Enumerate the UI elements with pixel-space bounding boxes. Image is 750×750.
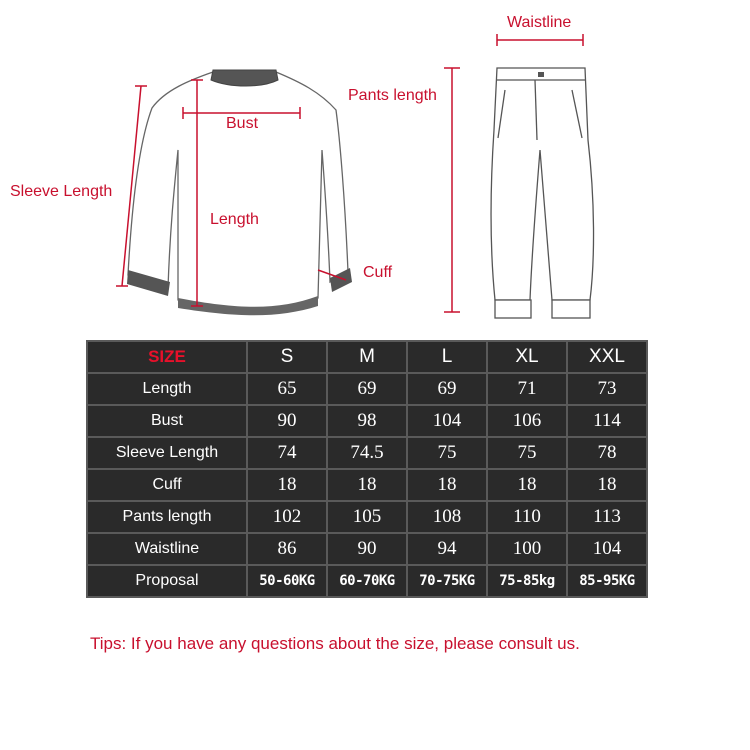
row-label: Bust [87, 405, 247, 437]
table-cell: 105 [327, 501, 407, 533]
table-row [87, 501, 647, 533]
table-cell: 113 [567, 501, 647, 533]
pants-left-cuff [495, 300, 531, 318]
size-column-header: SIZE [87, 341, 247, 373]
table-cell: 86 [247, 533, 327, 565]
pants-button [538, 72, 544, 77]
table-cell: 60-70KG [327, 565, 407, 597]
table-cell: 18 [407, 469, 487, 501]
table-cell: 18 [487, 469, 567, 501]
size-header-m: M [327, 341, 407, 373]
sweater-left-cuff [127, 270, 170, 296]
table-cell: 74.5 [327, 437, 407, 469]
table-cell: 114 [567, 405, 647, 437]
table-cell: 104 [407, 405, 487, 437]
table-cell: 50-60KG [247, 565, 327, 597]
table-cell: 75 [487, 437, 567, 469]
table-cell: 70-75KG [407, 565, 487, 597]
row-label: Sleeve Length [87, 437, 247, 469]
row-label: Pants length [87, 501, 247, 533]
bust-label: Bust [226, 115, 259, 132]
sweater-collar [211, 70, 278, 86]
pants-length-label: Pants length [348, 87, 437, 104]
table-cell: 102 [247, 501, 327, 533]
table-cell: 85-95KG [567, 565, 647, 597]
table-row [87, 373, 647, 405]
table-cell: 75 [407, 437, 487, 469]
table-cell: 108 [407, 501, 487, 533]
table-cell: 94 [407, 533, 487, 565]
row-label: Cuff [87, 469, 247, 501]
table-cell: 90 [247, 405, 327, 437]
table-cell: 90 [327, 533, 407, 565]
table-cell: 18 [247, 469, 327, 501]
table-cell: 98 [327, 405, 407, 437]
table-cell: 104 [567, 533, 647, 565]
tips-text: Tips: If you have any questions about the size, please consult us. [90, 634, 580, 653]
size-header-s: S [247, 341, 327, 373]
size-header-xxl: XXL [567, 341, 647, 373]
length-label: Length [210, 211, 259, 228]
table-row [87, 565, 647, 597]
table-cell: 73 [567, 373, 647, 405]
table-cell: 100 [487, 533, 567, 565]
sweater-right-cuff [330, 268, 352, 292]
table-cell: 75-85kg [487, 565, 567, 597]
table-cell: 106 [487, 405, 567, 437]
table-cell: 18 [567, 469, 647, 501]
size-chart-table [86, 340, 648, 598]
row-label: Length [87, 373, 247, 405]
table-cell: 69 [407, 373, 487, 405]
table-cell: 110 [487, 501, 567, 533]
table-cell: 18 [327, 469, 407, 501]
sweater-drawing [128, 72, 348, 309]
table-row [87, 405, 647, 437]
table-cell: 78 [567, 437, 647, 469]
table-header-row [87, 341, 647, 373]
pants-right-cuff [552, 300, 590, 318]
pants-drawing [491, 68, 593, 300]
cuff-label: Cuff [363, 264, 393, 281]
size-header-l: L [407, 341, 487, 373]
row-label: Waistline [87, 533, 247, 565]
table-cell: 65 [247, 373, 327, 405]
table-row [87, 533, 647, 565]
table-cell: 69 [327, 373, 407, 405]
table-row [87, 469, 647, 501]
table-cell: 74 [247, 437, 327, 469]
size-header-xl: XL [487, 341, 567, 373]
waistline-label: Waistline [507, 14, 572, 31]
sleeve-length-label: Sleeve Length [10, 183, 113, 200]
table-cell: 71 [487, 373, 567, 405]
row-label: Proposal [87, 565, 247, 597]
table-row [87, 437, 647, 469]
